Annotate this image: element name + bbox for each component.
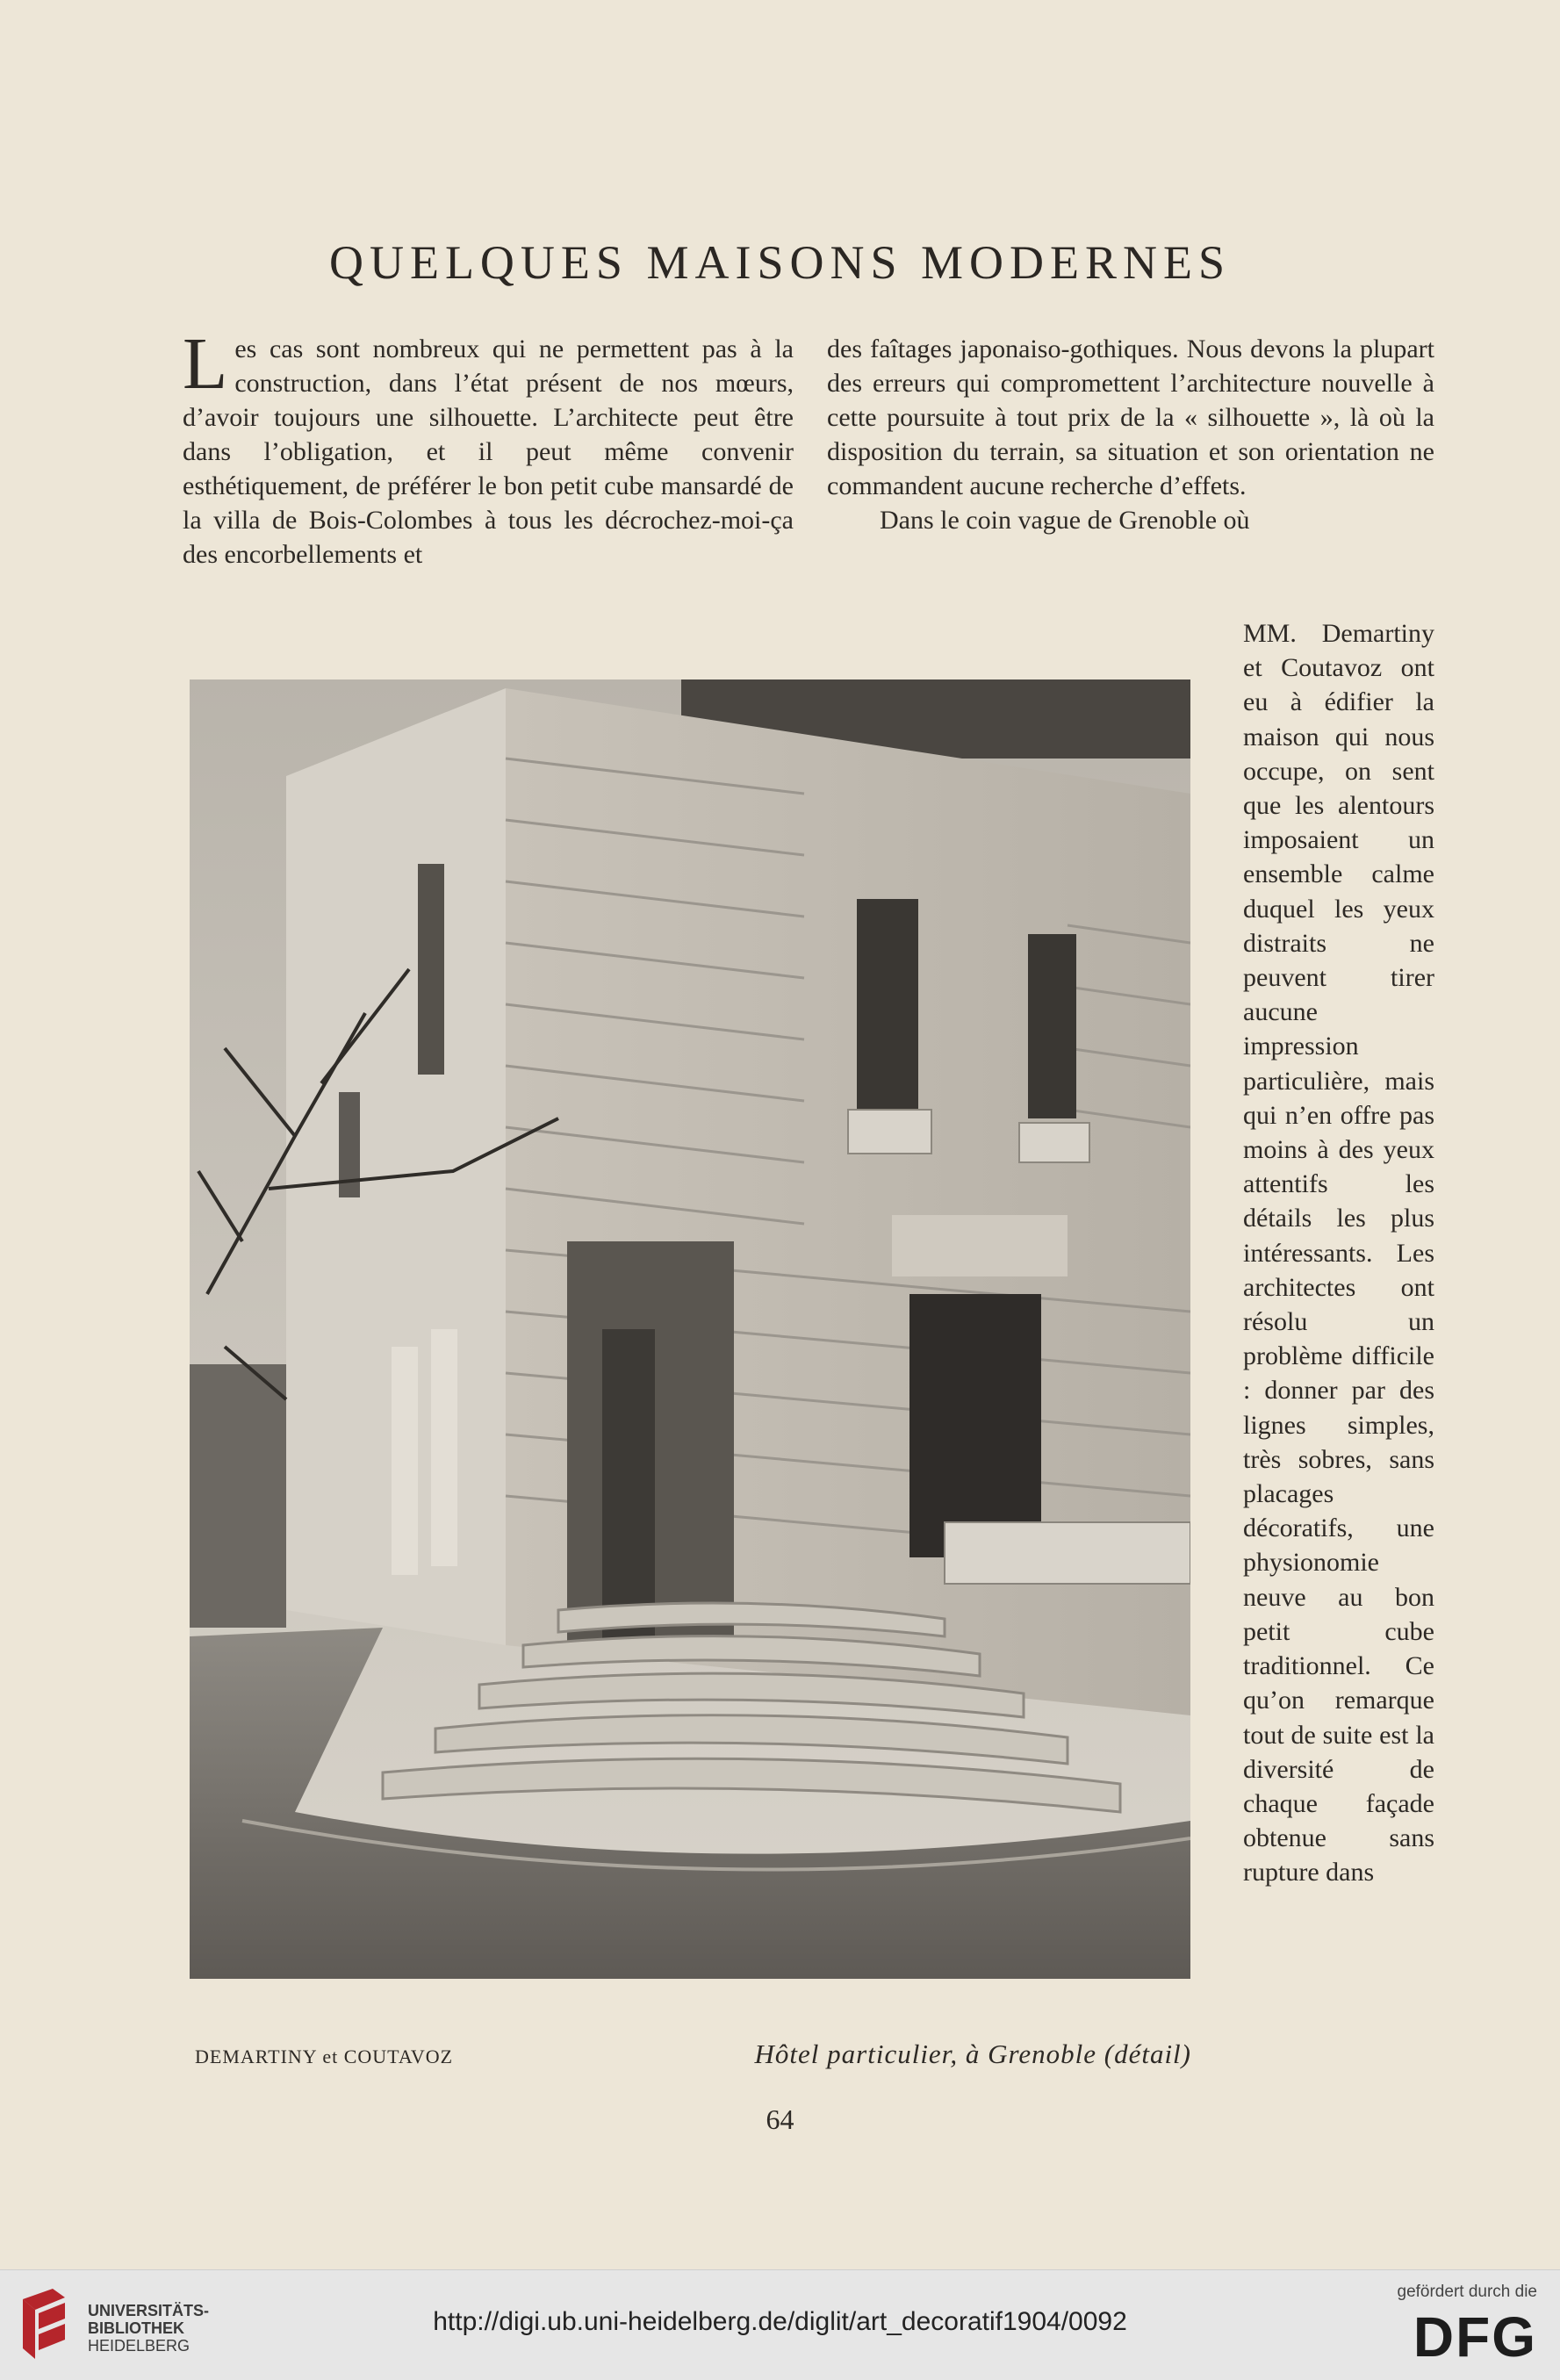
photo-illustration	[190, 679, 1190, 1979]
building-photograph	[190, 679, 1190, 1979]
side-column-text: MM. Demartiny et Coutavoz ont eu à édifier la maison qui nous occupe, on sent que les alentours imposaient un ensemble calme duquel les yeux distraits ne peuvent tirer aucune impression particulière, mais qui n’en offre pas moins à des yeux attentifs les détails les plus intéressants. Les architectes ont résolu un problème difficile : donner par des lignes simples, très sobres, sans placages décoratifs, une physionomie neuve au bon petit cube traditionnel. Ce qu’on remarque tout de suite est la diversité de chaque façade obtenue sans rupture dans	[1243, 619, 1434, 1887]
viewer-footer	[0, 2269, 1560, 2380]
library-line-3: HEIDELBERG	[88, 2337, 191, 2355]
page-title: QUELQUES MAISONS MODERNES	[328, 236, 1232, 289]
dfg-logo[interactable]: DFG	[1413, 2305, 1537, 2369]
library-line-2: BIBLIOTHEK	[88, 2319, 184, 2337]
left-paragraph	[183, 323, 794, 572]
left-paragraph-text: es cas sont nombreux qui ne permettent pas à la construction, dans l’état présent de nos mœurs, d’avoir toujours une silhouette. L’architecte peut être dans l’obligation, et il peut même convenir esthétiquement, de préférer le bon petit cube mansardé de la villa de Bois-Colombes à tous les décrochez-moi-ça des encorbellements et	[183, 334, 794, 569]
right-paragraph-1: des faîtages japonaiso-gothiques. Nous devons la plupart des erreurs qui compromettent l’architecture nouvelle à cette poursuite à tout prix de la « silhouette », là où la disposition du terrain, sa situation et son orientation ne commandent aucune recherche d’effets.	[827, 334, 1434, 500]
caption-architects: DEMARTINY et COUTAVOZ	[195, 2046, 454, 2067]
left-column	[183, 323, 794, 572]
caption-subject: Hôtel particulier, à Grenoble (détail)	[754, 2038, 1191, 2069]
drop-cap: L	[183, 323, 228, 405]
library-line-1: UNIVERSITÄTS-	[88, 2302, 210, 2319]
right-column	[827, 332, 1434, 537]
permalink-url[interactable]: http://digi.ub.uni-heidelberg.de/diglit/art_decoratif1904/0092	[433, 2307, 1127, 2336]
right-paragraph-2: Dans le coin vague de Grenoble où	[880, 506, 1250, 535]
funding-note: gefördert durch die	[1397, 2283, 1537, 2301]
page-number: 64	[766, 2103, 794, 2135]
